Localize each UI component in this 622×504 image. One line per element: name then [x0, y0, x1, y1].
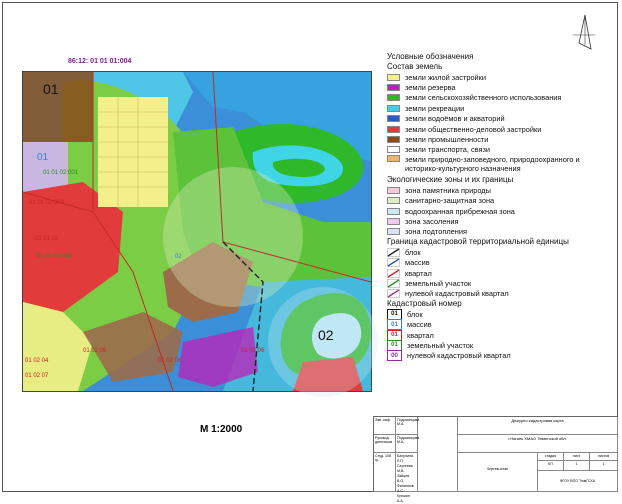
- legend-boundary-item: [379, 268, 615, 278]
- legend-boundary-item: [379, 278, 615, 288]
- title-block: [373, 416, 618, 503]
- land-swatch: [387, 146, 400, 153]
- legend-eco-item: [379, 227, 615, 237]
- legend-land-item: [379, 145, 615, 155]
- number-sample: 01: [387, 340, 402, 351]
- massiv-label-center: 02: [175, 254, 182, 260]
- block-label-02: 02: [318, 327, 334, 343]
- legend-eco-item: [379, 185, 615, 195]
- massiv-label: 01: [37, 152, 49, 163]
- legend-lands-list: [379, 72, 615, 175]
- boundary-line-icon: [387, 258, 400, 267]
- legend-land-item: [379, 82, 615, 92]
- quarter-label-003: 01 01 02:003: [29, 200, 65, 206]
- legend-land-item: [379, 72, 615, 82]
- legend-land-item: [379, 124, 615, 134]
- legend-land-label: земли водоёмов и акваторий: [405, 114, 505, 124]
- stamp-sign-col: [418, 417, 458, 492]
- legend-eco-item: [379, 216, 615, 226]
- legend-boundary-label: массив: [405, 258, 430, 268]
- stamp-title-1: Дежурно-кадастровая карта: [458, 417, 618, 435]
- stamp-title-2: г.Нягань ХМАО Тюменской обл.: [458, 435, 618, 453]
- block-label-01: 01: [43, 81, 59, 97]
- legend-number-item: [379, 351, 615, 361]
- boundary-line-icon: [387, 269, 400, 278]
- legend-boundary-label: блок: [405, 247, 421, 257]
- legend-boundary-label: нулевой кадастровый квартал: [405, 289, 509, 299]
- stamp-role-2: Руковод. дипломом: [374, 435, 396, 453]
- quarter-label-0207: 01 02 07: [25, 373, 49, 379]
- eco-swatch: [387, 228, 400, 235]
- boundary-line-icon: [387, 248, 400, 257]
- quarter-label-0206: 01 02 06: [158, 358, 182, 364]
- legend-number-item: [379, 309, 615, 319]
- legend-number-label: земельный участок: [407, 340, 474, 350]
- legend-land-item: [379, 114, 615, 124]
- legend-eco-list: [379, 185, 615, 237]
- land-swatch: [387, 84, 400, 91]
- boundary-line-icon: [387, 279, 400, 288]
- number-sample: 00: [387, 350, 402, 361]
- stamp-sheet-name: Чертеж-план: [458, 453, 538, 492]
- legend-number-list: [379, 309, 615, 361]
- legend-number-label: массив: [407, 320, 432, 330]
- legend-boundary-header: Граница кадастровой территориальной единицы: [387, 237, 569, 247]
- legend-land-label: земли природно-заповедного, природоохранного и историко-культурного назначения: [405, 155, 580, 174]
- legend-eco-item: [379, 196, 615, 206]
- stamp-name-2: Подосинцова М.А.: [396, 435, 418, 453]
- stamp-sheets: 1: [590, 461, 618, 471]
- number-sample: 01: [387, 330, 402, 341]
- quarter-label-top: 01 01 02:001: [43, 170, 79, 176]
- map-scale: М 1:2000: [200, 424, 243, 435]
- legend-number-item: [379, 319, 615, 329]
- cadastral-map[interactable]: [22, 71, 372, 392]
- legend-eco-label: санитарно-защитная зона: [405, 196, 495, 206]
- north-arrow-icon: [565, 13, 599, 58]
- quarter-label-0205: 01 02 05: [83, 348, 107, 354]
- stamp-role-3: Студ. 108 гр.: [374, 453, 396, 492]
- legend-boundary-item: [379, 289, 615, 299]
- land-swatch: [387, 126, 400, 133]
- stamp-h-stage: стадия: [538, 453, 564, 461]
- legend-number-label: квартал: [407, 330, 434, 340]
- legend-boundary-list: [379, 247, 615, 299]
- legend-land-item: [379, 93, 615, 103]
- land-swatch: [387, 74, 400, 81]
- stamp-name-1: Подосинцова М.А.: [396, 417, 418, 435]
- eco-swatch: [387, 197, 400, 204]
- legend-eco-item: [379, 206, 615, 216]
- legend-eco-label: зона засоления: [405, 216, 459, 226]
- land-swatch: [387, 115, 400, 122]
- legend-land-label: земли транспорта, связи: [405, 145, 491, 155]
- stamp-h-sheet: лист: [564, 453, 590, 461]
- legend-eco-header: Экологические зоны и их границы: [387, 175, 514, 185]
- quarter-label-ghost: 01 01 02:003: [37, 254, 73, 260]
- boundary-line-icon: [387, 289, 400, 298]
- eco-swatch: [387, 208, 400, 215]
- legend-number-label: нулевой кадастровый квартал: [407, 351, 511, 361]
- legend-land-label: земли жилой застройки: [405, 72, 487, 82]
- legend-land-label: земли резерва: [405, 83, 456, 93]
- legend-boundary-label: земельный участок: [405, 278, 472, 288]
- stamp-role-1: Зав. каф.: [374, 417, 396, 435]
- map-legend: [379, 52, 615, 361]
- number-sample: 01: [387, 319, 402, 330]
- eco-swatch: [387, 187, 400, 194]
- legend-number-item: [379, 340, 615, 350]
- legend-title: Условные обозначения: [387, 52, 474, 61]
- legend-number-header: Кадастровый номер: [387, 299, 462, 309]
- legend-land-item: [379, 155, 615, 175]
- stamp-sheet: 1: [564, 461, 590, 471]
- land-swatch: [387, 155, 400, 162]
- stamp-name-3: Бахулина Л.П. Сергеева М.В. Зайцев В.О. Филиппов А.С. Куншин А.А.: [396, 453, 418, 492]
- number-sample: 01: [387, 309, 402, 320]
- legend-land-label: земли промышленности: [405, 135, 489, 145]
- legend-boundary-item: [379, 247, 615, 257]
- map-cadastral-code: 86:12: 01 01 01:004: [68, 58, 132, 65]
- eco-swatch: [387, 218, 400, 225]
- legend-eco-label: зона памятника природы: [405, 185, 491, 195]
- legend-boundary-item: [379, 257, 615, 267]
- legend-boundary-label: квартал: [405, 268, 432, 278]
- legend-number-label: блок: [407, 309, 423, 319]
- legend-land-item: [379, 103, 615, 113]
- legend-land-label: земли сельскохозяйственного использования: [405, 93, 562, 103]
- land-swatch: [387, 136, 400, 143]
- quarter-label-0204: 01 02 04: [25, 358, 49, 364]
- legend-eco-label: зона подтопления: [405, 227, 467, 237]
- land-swatch: [387, 94, 400, 101]
- quarter-label-0208: 01 02 06: [241, 348, 265, 354]
- stamp-stage: КП: [538, 461, 564, 471]
- legend-land-item: [379, 134, 615, 144]
- legend-lands-header: Состав земель: [387, 62, 443, 71]
- legend-number-item: [379, 330, 615, 340]
- land-swatch: [387, 105, 400, 112]
- legend-land-label: земли общественно-деловой застройки: [405, 124, 542, 134]
- stamp-org: ФГОУ ВПО ТюмГСХА: [538, 471, 618, 492]
- legend-eco-label: водоохранная прибрежная зона: [405, 206, 515, 216]
- stamp-h-sheets: листов: [590, 453, 618, 461]
- legend-land-label: земли рекреации: [405, 103, 465, 113]
- quarter-label-02: 01 01 02: [35, 236, 59, 242]
